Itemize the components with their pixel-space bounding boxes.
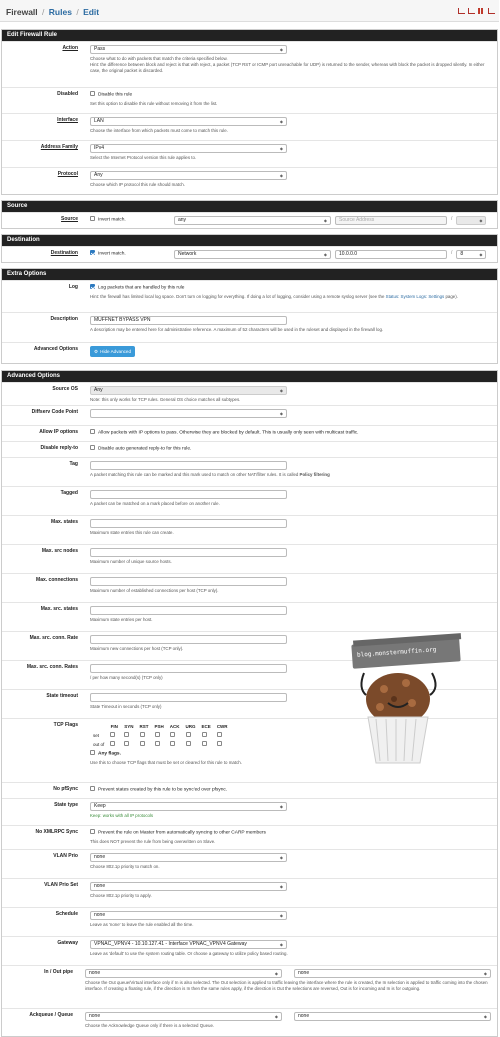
header-icons <box>458 8 495 14</box>
field-label: Disable reply-to <box>40 445 78 451</box>
row-gateway <box>2 936 497 965</box>
field-label: Advanced Options <box>33 346 78 352</box>
help-icon[interactable] <box>488 8 495 14</box>
field-label: Max. states <box>51 519 78 525</box>
address-family-select[interactable]: IPv4 ◆ <box>90 144 287 153</box>
checkbox-label: Disable this rule <box>98 92 133 98</box>
hint: Hint: the firewall has limited local log space. Don't turn on logging for everything. If doing a lot of logging, consider using a remote syslog server (see the Status: System Logs: Settings page). <box>90 293 458 299</box>
row-advanced-options <box>2 342 497 363</box>
source-invert-checkbox[interactable] <box>90 216 95 221</box>
panel-destination <box>1 234 498 263</box>
queue-select[interactable]: none ◆ <box>294 1012 491 1021</box>
field-label: Source <box>61 216 78 222</box>
row-source <box>2 212 497 228</box>
field-label: VLAN Prio <box>53 853 78 859</box>
source-address-input[interactable]: Source Address <box>335 216 447 225</box>
hint: Select the Internet Protocol version this rule applies to. <box>90 155 197 160</box>
checkbox-label: Invert match. <box>98 251 126 257</box>
out-pipe-select[interactable]: none ◆ <box>294 969 491 978</box>
panel-edit-rule <box>1 29 498 195</box>
row-interface <box>2 113 497 140</box>
panel-title: Extra Options <box>2 269 497 280</box>
flag-outof-checkbox[interactable] <box>217 741 222 746</box>
row-disabled <box>2 87 497 113</box>
log-checkbox[interactable] <box>90 284 95 289</box>
max-src-conn-rate-input[interactable] <box>90 635 287 644</box>
row-max-states <box>2 515 497 544</box>
field-label: Disabled <box>57 91 78 97</box>
hint: Choose the Out queue/Virtual interface only if In is also selected. The Out selection is applied to traffic leaving the interface where the rule is created, the In selection is applied to traffic coming into the chosen interface. If creating a floating rule, if the direction is In then the same rules apply, if the direction is Out the selections are reversed, Out is for incoming and In is for outgoing. <box>85 980 488 991</box>
field-label: Source OS <box>52 386 78 392</box>
field-label: VLAN Prio Set <box>44 882 78 888</box>
hint: Hint: the difference between block and reject is that with reject, a packet (TCP RST or ICMP port unreachable for UDP) is returned to the sender, whereas with block the packet is dropped silently. In either case, the original packet is discarded. <box>90 61 485 73</box>
list-icon[interactable] <box>478 8 485 14</box>
field-label: Action <box>62 45 78 51</box>
flag-set-checkbox[interactable] <box>124 732 129 737</box>
source-type-select[interactable]: any ◆ <box>174 216 331 225</box>
panel-title: Advanced Options <box>2 371 497 382</box>
hint: State Timeout in seconds (TCP only) <box>90 704 162 709</box>
action-select[interactable]: Pass ◆ <box>90 45 287 54</box>
hint: A packet matching this rule can be marked and this mark used to match on other NAT/filter rules. It is called Policy filtering <box>90 472 330 477</box>
row-state-type <box>2 798 497 825</box>
field-label: State type <box>54 802 78 808</box>
row-no-pfsync <box>2 782 497 798</box>
row-schedule <box>2 907 497 936</box>
flag-set-checkbox[interactable] <box>186 732 191 737</box>
hint: A description may be entered here for administrative reference. A maximum of 52 characters will be used in the ruleset and displayed in the firewall log. <box>90 327 384 332</box>
flag-set-checkbox[interactable] <box>155 732 160 737</box>
hint: Leave as 'default' to use the system routing table. Or choose a gateway to utilize policy based routing. <box>90 951 288 956</box>
row-max-src-nodes <box>2 544 497 573</box>
hint: Leave as 'none' to leave the rule enabled all the time. <box>90 922 194 927</box>
crumb-sep: / <box>42 7 45 17</box>
field-label: No pfSync <box>53 786 78 792</box>
checkbox-label: Invert match. <box>98 217 126 223</box>
row-dscp <box>2 405 497 425</box>
hint: / per how many second(s) (TCP only) <box>90 675 163 680</box>
destination-address-input[interactable]: 10.0.0.0 <box>335 250 447 259</box>
vlan-prio-select[interactable]: none ◆ <box>90 853 287 862</box>
flag-set-checkbox[interactable] <box>202 732 207 737</box>
field-label: Log <box>68 284 78 290</box>
field-label: Diffserv Code Point <box>31 409 78 415</box>
flag-header: SYN <box>124 723 134 729</box>
hint: Keep: works with all IP protocols <box>90 813 154 818</box>
slash: / <box>451 250 453 256</box>
interface-select[interactable]: LAN ◆ <box>90 117 287 126</box>
field-label: Interface <box>57 117 78 123</box>
breadcrumb <box>0 0 499 22</box>
crumb-sep: / <box>76 7 79 17</box>
max-src-nodes-input[interactable] <box>90 548 287 557</box>
crumb-edit: Edit <box>83 7 100 17</box>
max-src-states-input[interactable] <box>90 606 287 615</box>
vlan-prio-set-select[interactable]: none ◆ <box>90 882 287 891</box>
no-xmlrpc-checkbox[interactable] <box>90 829 95 834</box>
panel-title: Source <box>2 201 497 212</box>
row-vlan-prio-set <box>2 878 497 907</box>
max-connections-input[interactable] <box>90 577 287 586</box>
row-protocol <box>2 167 497 194</box>
checkbox-label: Allow packets with IP options to pass. Otherwise they are blocked by default. This is usually only seen with multicast traffic. <box>98 430 359 436</box>
row-disable-replyto <box>2 441 497 457</box>
hint: Choose what to do with packets that match the criteria specified below. <box>90 56 228 61</box>
field-label: Max. src. conn. Rates <box>26 664 78 670</box>
field-label: State timeout <box>46 693 78 699</box>
no-pfsync-checkbox[interactable] <box>90 786 95 791</box>
disable-rule-checkbox[interactable] <box>90 91 95 96</box>
hint: Maximum number of unique source hosts. <box>90 559 172 564</box>
max-src-conn-rates-input[interactable] <box>90 664 287 673</box>
hint: This does NOT prevent the rule from being overwritten on Slave. <box>90 838 216 844</box>
field-label: Gateway <box>57 940 78 946</box>
field-label: Tag <box>69 461 78 467</box>
row-label: set <box>93 732 100 738</box>
row-address-family <box>2 140 497 167</box>
row-max-connections <box>2 573 497 602</box>
field-label: Max. src. states <box>40 606 78 612</box>
row-destination <box>2 246 497 262</box>
hint: Set this option to disable this rule without removing it from the list. <box>90 100 218 106</box>
row-source-os <box>2 382 497 405</box>
hint: Note: this only works for TCP rules. General OS choice matches all subtypes. <box>90 397 241 402</box>
protocol-select[interactable]: Any ◆ <box>90 171 287 180</box>
ackqueue-select[interactable]: none ◆ <box>85 1012 282 1021</box>
field-label: Address Family <box>40 144 78 150</box>
any-flags-checkbox[interactable] <box>90 750 95 755</box>
state-timeout-input[interactable] <box>90 693 287 702</box>
panel-extra-options <box>1 268 498 364</box>
field-label: Description <box>50 316 78 322</box>
panel-title: Destination <box>2 235 497 246</box>
flag-header: CWR <box>216 723 228 729</box>
row-action <box>2 41 497 87</box>
row-tagged <box>2 486 497 515</box>
flag-header: ECE <box>201 723 211 729</box>
field-label: Max. src nodes <box>41 548 78 554</box>
field-label: Ackqueue / Queue <box>29 1012 73 1018</box>
checkbox-label: Prevent the rule on Master from automatically syncing to other CARP members <box>98 830 266 836</box>
field-label: No XMLRPC Sync <box>35 829 78 835</box>
field-label: Max. connections <box>36 577 78 583</box>
destination-mask-select[interactable]: 8 ◆ <box>456 250 486 259</box>
hint: Choose the interface from which packets must come to match this rule. <box>90 128 228 133</box>
field-label: Max. src. conn. Rate <box>29 635 78 641</box>
flag-set-checkbox[interactable] <box>110 732 115 737</box>
tag-input[interactable] <box>90 461 287 470</box>
flag-header: RST <box>139 723 149 729</box>
destination-type-select[interactable]: Network ◆ <box>174 250 331 259</box>
checkbox-label: Prevent states created by this rule to be sync'ed over pfsync. <box>98 787 228 793</box>
flag-header: URG <box>185 723 196 729</box>
hint: Maximum state entries per host. <box>90 617 153 622</box>
slash: / <box>451 216 453 222</box>
flag-outof-checkbox[interactable] <box>140 741 145 746</box>
watermark-text: blog.monstermuffin.org <box>356 646 437 659</box>
gear-icon: ⚙ <box>94 348 99 354</box>
flag-outof-checkbox[interactable] <box>186 741 191 746</box>
checkbox-label: Log packets that are handled by this rule <box>98 285 185 291</box>
panel-title: Edit Firewall Rule <box>2 30 497 41</box>
flag-outof-checkbox[interactable] <box>155 741 160 746</box>
hint: Use this to choose TCP flags that must be set or cleared for this rule to match. <box>90 759 242 765</box>
row-label: out of <box>93 741 105 747</box>
state-type-select[interactable]: Keep ◆ <box>90 802 287 811</box>
hint: Choose 802.1p priority to match on. <box>90 864 160 869</box>
flag-set-checkbox[interactable] <box>140 732 145 737</box>
hint: Choose the Acknowledge Queue only if there is a selected Queue. <box>85 1023 215 1028</box>
flag-header: PSH <box>154 723 164 729</box>
panel-source <box>1 200 498 229</box>
row-vlan-prio <box>2 849 497 878</box>
field-label: TCP Flags <box>53 722 78 728</box>
tcp-flags-table <box>90 722 231 749</box>
flag-outof-checkbox[interactable] <box>170 741 175 746</box>
chart-icon[interactable] <box>468 8 475 14</box>
flag-outof-checkbox[interactable] <box>110 741 115 746</box>
hide-advanced-button[interactable]: ⚙ Hide Advanced <box>90 346 135 357</box>
flag-set-checkbox[interactable] <box>217 732 222 737</box>
field-label: Protocol <box>57 171 78 177</box>
disable-replyto-checkbox[interactable] <box>90 445 95 450</box>
flag-outof-checkbox[interactable] <box>202 741 207 746</box>
schedule-select[interactable]: none ◆ <box>90 911 287 920</box>
flag-header: ACK <box>169 723 180 729</box>
flag-header: FIN <box>110 723 118 729</box>
flag-set-checkbox[interactable] <box>170 732 175 737</box>
crumb-rules[interactable]: Rules <box>48 7 72 17</box>
description-input[interactable]: MUFFNET BYPASS VPN <box>90 316 287 325</box>
row-ackqueue <box>2 1008 497 1036</box>
muffin-mascot-watermark <box>350 633 500 773</box>
source-mask-select[interactable]: ◆ <box>456 216 486 225</box>
row-max-src-states <box>2 602 497 631</box>
hint: Choose which IP protocol this rule should match. <box>90 182 185 187</box>
field-label: Tagged <box>60 490 78 496</box>
hint: Maximum state entries this rule can create. <box>90 530 174 535</box>
tagged-input[interactable] <box>90 490 287 499</box>
field-label: Destination <box>50 250 78 256</box>
crumb-firewall: Firewall <box>6 7 38 17</box>
gateway-select[interactable]: VPNAC_VPNV4 - 10.10.127.41 - Interface VPNAC_VPNV4 Gateway ◆ <box>90 940 287 949</box>
in-pipe-select[interactable]: none ◆ <box>85 969 282 978</box>
field-label: Schedule <box>55 911 78 917</box>
flag-outof-checkbox[interactable] <box>124 741 129 746</box>
row-tag <box>2 457 497 486</box>
destination-invert-checkbox[interactable] <box>90 250 95 255</box>
field-label: Allow IP options <box>39 429 78 435</box>
sliders-icon[interactable] <box>458 8 465 14</box>
hint: Choose 802.1p priority to apply. <box>90 893 152 898</box>
max-states-input[interactable] <box>90 519 287 528</box>
checkbox-label: Any flags. <box>98 751 121 757</box>
row-log <box>2 280 497 312</box>
checkbox-label: Disable auto generated reply-to for this rule. <box>98 446 192 452</box>
row-allow-ip <box>2 425 497 441</box>
field-label: In / Out pipe <box>44 969 73 975</box>
row-in-out-pipe <box>2 965 497 1008</box>
row-no-xmlrpc <box>2 825 497 849</box>
row-description <box>2 312 497 342</box>
hint: A packet can be matched on a mark placed before on another rule. <box>90 501 220 506</box>
dscp-select[interactable]: ◆ <box>90 409 287 418</box>
allow-ip-options-checkbox[interactable] <box>90 429 95 434</box>
hint: Maximum number of established connections per host (TCP only). <box>90 588 219 593</box>
source-os-select[interactable]: Any ◆ <box>90 386 287 395</box>
syslog-settings-link[interactable]: Status: System Logs: Settings <box>385 293 445 299</box>
hint: Maximum new connections per host (TCP only). <box>90 646 184 651</box>
